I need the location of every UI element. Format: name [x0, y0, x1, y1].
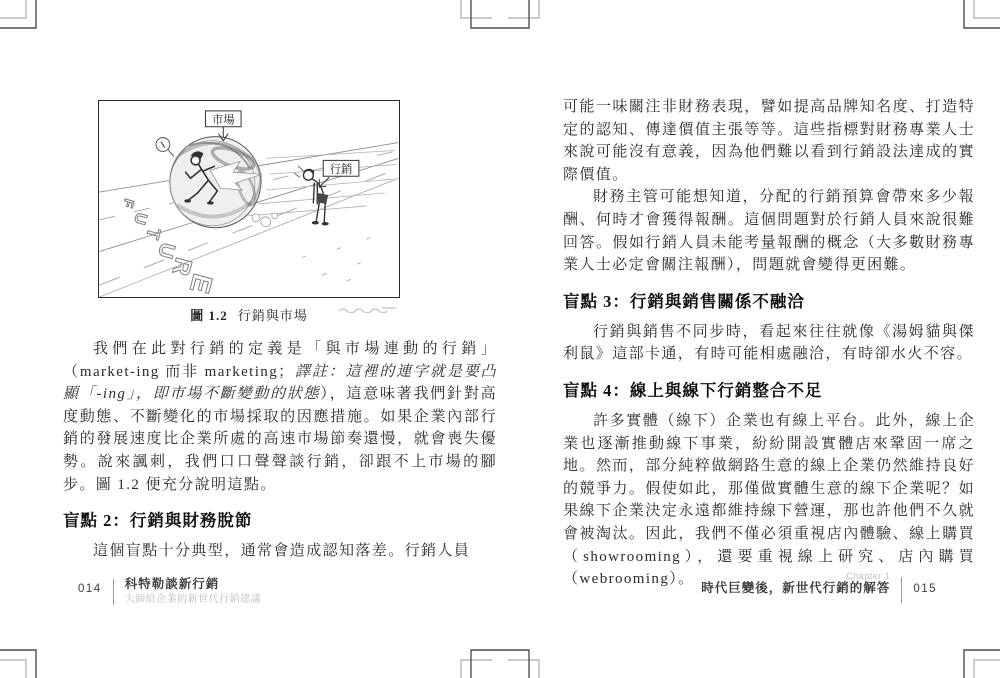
- right-page: [563, 96, 975, 591]
- left-page-number: 014: [78, 583, 102, 595]
- blindspot-2-paragraph: 這個盲點十分典型，通常會造成認知落差。行銷人員: [93, 543, 471, 560]
- left-page: [63, 96, 497, 563]
- future-letter: F: [120, 197, 138, 210]
- figure-caption-title: 行銷與市場: [237, 308, 308, 323]
- translator-note: 譯註：這裡的連字就是要凸顯「-ing」，即市場不斷變動的狀態: [63, 363, 497, 403]
- dust-puffs: [252, 213, 278, 227]
- left-footer: [78, 577, 261, 605]
- book-subtitle: 大師給企業的新世代行銷建議: [124, 594, 262, 605]
- illustration-marketing-vs-market: [99, 101, 399, 297]
- figure-caption-label: 圖 1.2: [190, 308, 228, 323]
- chapter-label: Chapter 1: [846, 571, 891, 581]
- market-label-text: 市場: [211, 114, 235, 127]
- footer-divider: [113, 579, 114, 605]
- figure-frame: [98, 100, 400, 298]
- intro-paragraph: [63, 338, 497, 496]
- intro-part1: 我們在此對行銷的定義是「與市場連動的行銷」（market-ing 而非 marketing；: [63, 341, 497, 380]
- right-page-number: 015: [913, 583, 937, 595]
- heading-blindspot-3: 盲點 3：行銷與銷售關係不融洽: [563, 291, 805, 311]
- future-letter: E: [183, 270, 219, 297]
- book-title: 科特勒談新行銷: [124, 577, 220, 591]
- market-sphere: [170, 137, 278, 228]
- future-letter: U: [153, 240, 180, 261]
- future-letter: U: [130, 210, 150, 227]
- ground-specks: [302, 238, 369, 282]
- market-label: [205, 111, 241, 141]
- future-letter: T: [142, 225, 165, 242]
- intro-part2: ），這意味著我們針對高度動態、不斷變化的市場採取的因應措施。如果企業內部行銷的發展速度比企業所處的高速市場節奏還慢，就會喪失優勢。說來諷刺，我們口口聲聲談行銷，卻跟不上市場的腳步。圖 1.2 便充分說明這點。: [63, 386, 497, 493]
- chapter-title: 時代巨變後，新世代行銷的解答: [701, 581, 891, 595]
- right-footer: [701, 571, 937, 603]
- marketing-label-text: 行銷: [329, 163, 353, 176]
- finance-paragraph: 財務主管可能想知道，分配的行銷預算會帶來多少報酬、何時才會獲得報酬。這個問題對於行銷人員來說很難回答。假如行銷人員未能考量報酬的概念（大多數財務專業人士必定會關注報酬），問題就會變得更困難。: [563, 189, 975, 274]
- heading-blindspot-4: 盲點 4：線上與線下行銷整合不足: [563, 380, 823, 400]
- marketing-label: [319, 160, 359, 187]
- heading-blindspot-2: 盲點 2：行銷與財務脫節: [63, 511, 253, 531]
- figure-1-2: [98, 100, 400, 324]
- speech-bubble: [156, 138, 174, 157]
- continued-paragraph: 可能一味關注非財務表現，譬如提高品牌知名度、打造特定的認知、傳達價值主張等等。這些指標對財務專業人士來說可能沒有意義，因為他們難以看到行銷設法達成的實際價值。: [563, 99, 975, 183]
- blindspot-4-paragraph: 許多實體（線下）企業也有線上平台。此外，線上企業也逐漸推動線下事業，紛紛開設實體店來鞏固一席之地。然而，部分純粹做網路生意的線上企業仍然維持良好的競爭力。假使如此，那僅做實體生意的線下企業呢？如果線下企業決定永遠都維持線下營運，那也許他們不久就會被淘汰。因此，我們不僅必須重視店內體驗、線上購買（showrooming），還要重視線上研究、店內購買（webrooming）。: [563, 412, 975, 588]
- speed-lines: [248, 150, 396, 215]
- footer-divider: [901, 577, 902, 603]
- future-letter: R: [166, 254, 198, 279]
- artist-signature: [338, 300, 398, 307]
- blindspot-3-paragraph: 行銷與銷售不同步時，看起來往往就像《湯姆貓與傑利鼠》這部卡通，有時可能相處融洽，有時卻水火不容。: [563, 323, 975, 363]
